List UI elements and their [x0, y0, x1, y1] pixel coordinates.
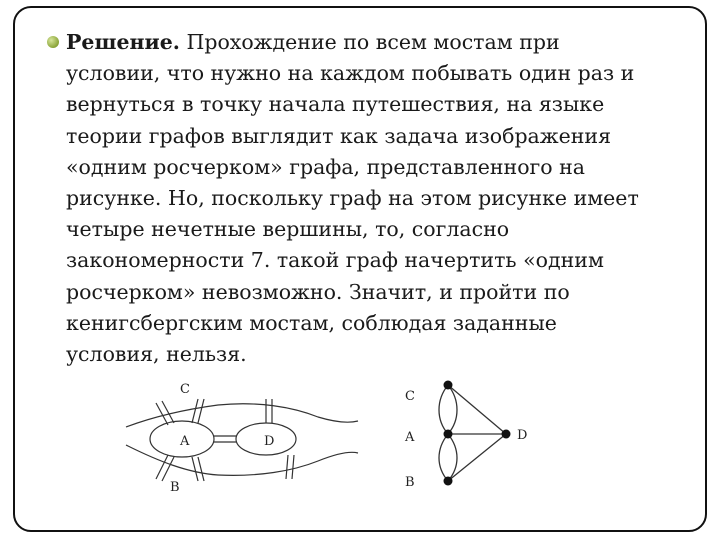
- text-line-11: условия, нельзя.: [66, 342, 247, 367]
- vertex-c: [444, 381, 453, 390]
- text-line-8: закономерности 7. такой граф начертить «одним: [66, 248, 604, 273]
- text-line-10: кенигсбергским мостам, соблюдая заданные: [66, 310, 557, 335]
- river-upper-bank: [126, 404, 358, 427]
- bullet-icon: [47, 36, 59, 48]
- text-line-9: росчерком» невозможно. Значит, и пройти по: [66, 279, 570, 304]
- solution-paragraph: [66, 27, 698, 370]
- text-line-4: теории графов выглядит как задача изображения: [66, 123, 612, 148]
- bridge-graph-figure: [396, 375, 546, 505]
- graph-label-d: D: [517, 428, 528, 443]
- text-line-6: рисунке. Но, поскольку граф на этом рисунке имеет: [66, 186, 639, 211]
- vertex-b: [444, 477, 453, 486]
- text-line-2: условии, что нужно на каждом побывать один раз и: [66, 61, 635, 86]
- text-line-1: Прохождение по всем мостам при: [179, 30, 560, 54]
- solution-lead: Решение.: [66, 30, 180, 54]
- text-line-3: вернуться в точку начала путешествия, на языке: [66, 92, 605, 117]
- graph-label-c: C: [405, 389, 415, 404]
- text-line-5: «одним росчерком» графа, представленного на: [66, 154, 586, 179]
- map-label-a: A: [180, 434, 190, 449]
- map-label-c: C: [180, 382, 190, 397]
- map-label-d: D: [264, 434, 275, 449]
- vertex-d: [502, 430, 511, 439]
- graph-label-b: B: [405, 475, 415, 490]
- vertex-a: [444, 430, 453, 439]
- map-label-b: B: [170, 480, 180, 495]
- text-line-7: четыре нечетные вершины, то, согласно: [66, 217, 510, 242]
- konigsberg-map-figure: [118, 375, 363, 505]
- river-lower-bank: [126, 445, 358, 475]
- graph-label-a: A: [405, 430, 415, 445]
